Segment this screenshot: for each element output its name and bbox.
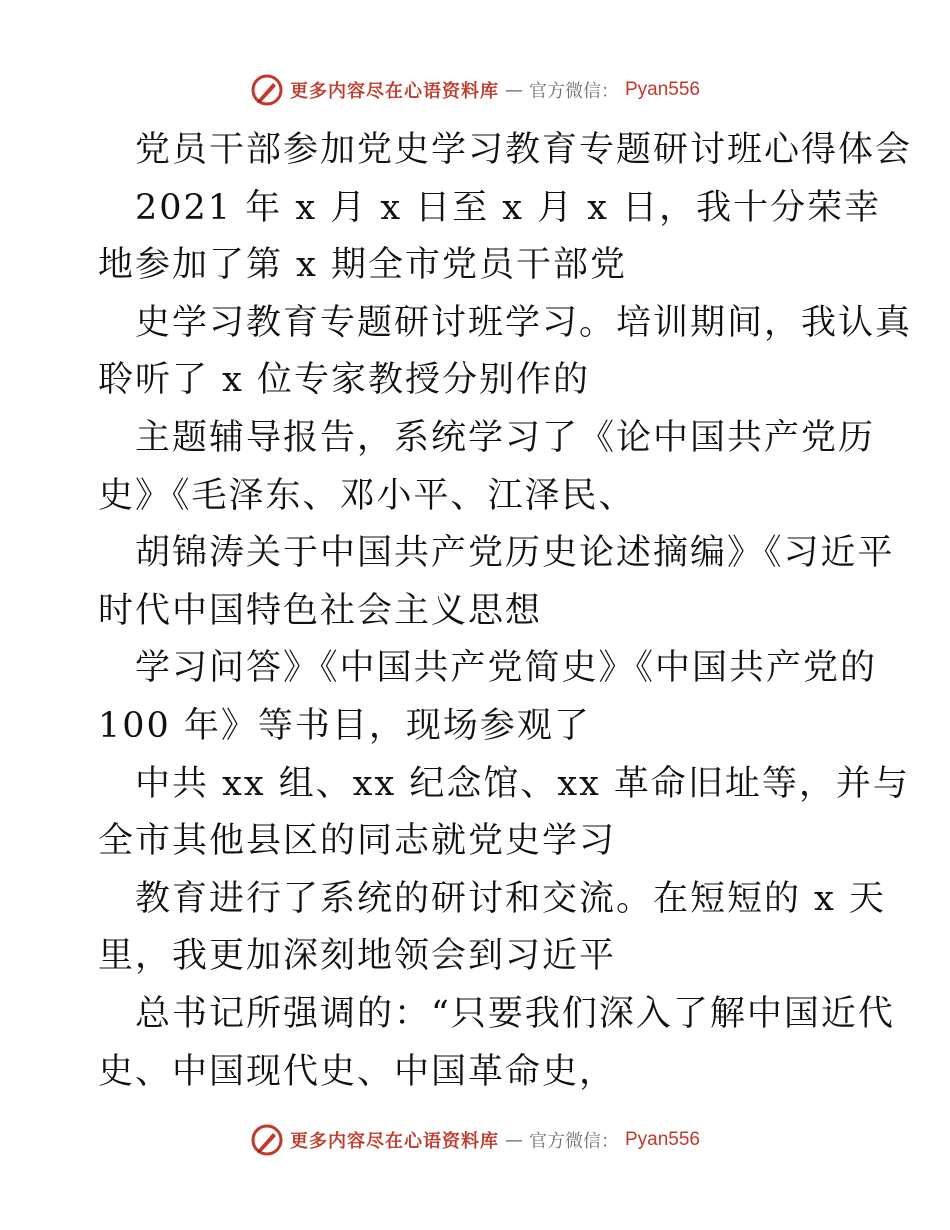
paragraph-line: 聆听了 x 位专家教授分别作的 — [98, 360, 590, 401]
paragraph-line: 里，我更加深刻地领会到习近平 — [98, 936, 617, 977]
paragraph-line: 胡锦涛关于中国共产党历史论述摘编》《习近平 — [135, 533, 895, 574]
paragraph-line: 中共 xx 组、xx 纪念馆、xx 革命旧址等，并与 — [135, 763, 910, 804]
watermark-separator: — — [504, 79, 523, 101]
watermark-wechat-label: 官方微信： — [528, 81, 619, 102]
watermark-site-text: 更多内容尽在心语资料库 — [289, 81, 499, 102]
watermark-wechat-id: Pyan556 — [624, 79, 700, 100]
header-watermark — [0, 72, 950, 108]
watermark-wechat-label: 官方微信： — [528, 1131, 619, 1152]
paragraph-line: 100 年》等书目，现场参观了 — [98, 705, 591, 746]
paragraph-line: 主题辅导报告，系统学习了《论中国共产党历 — [135, 417, 876, 458]
paragraph-line: 史、中国现代史、中国革命史， — [98, 1051, 617, 1092]
paragraph-line: 全市其他县区的同志就党史学习 — [98, 821, 617, 862]
paragraph-line: 学习问答》《中国共产党简史》《中国共产党的 — [135, 648, 878, 689]
document-body — [0, 122, 950, 1101]
paragraph-line: 史学习教育专题研讨班学习。培训期间，我认真 — [135, 302, 913, 343]
watermark-separator: — — [504, 1129, 523, 1151]
paragraph-line: 时代中国特色社会主义思想 — [98, 590, 543, 631]
pen-logo-icon — [250, 1123, 284, 1157]
paragraph-line: 史》《毛泽东、邓小平、江泽民、 — [98, 475, 636, 516]
document-title: 党员干部参加党史学习教育专题研讨班心得体会 — [135, 130, 913, 170]
watermark-wechat-id: Pyan556 — [624, 1129, 700, 1150]
watermark-site-text: 更多内容尽在心语资料库 — [289, 1131, 499, 1152]
paragraph-line: 总书记所强调的：“只要我们深入了解中国近代 — [135, 993, 895, 1034]
pen-logo-icon — [250, 73, 284, 107]
paragraph-line: 教育进行了系统的研讨和交流。在短短的 x 天 — [135, 878, 886, 919]
footer-watermark — [0, 1122, 950, 1158]
paragraph-line: 地参加了第 x 期全市党员干部党 — [98, 245, 627, 286]
paragraph-line: 2021 年 x 月 x 日至 x 月 x 日，我十分荣幸 — [135, 187, 882, 228]
